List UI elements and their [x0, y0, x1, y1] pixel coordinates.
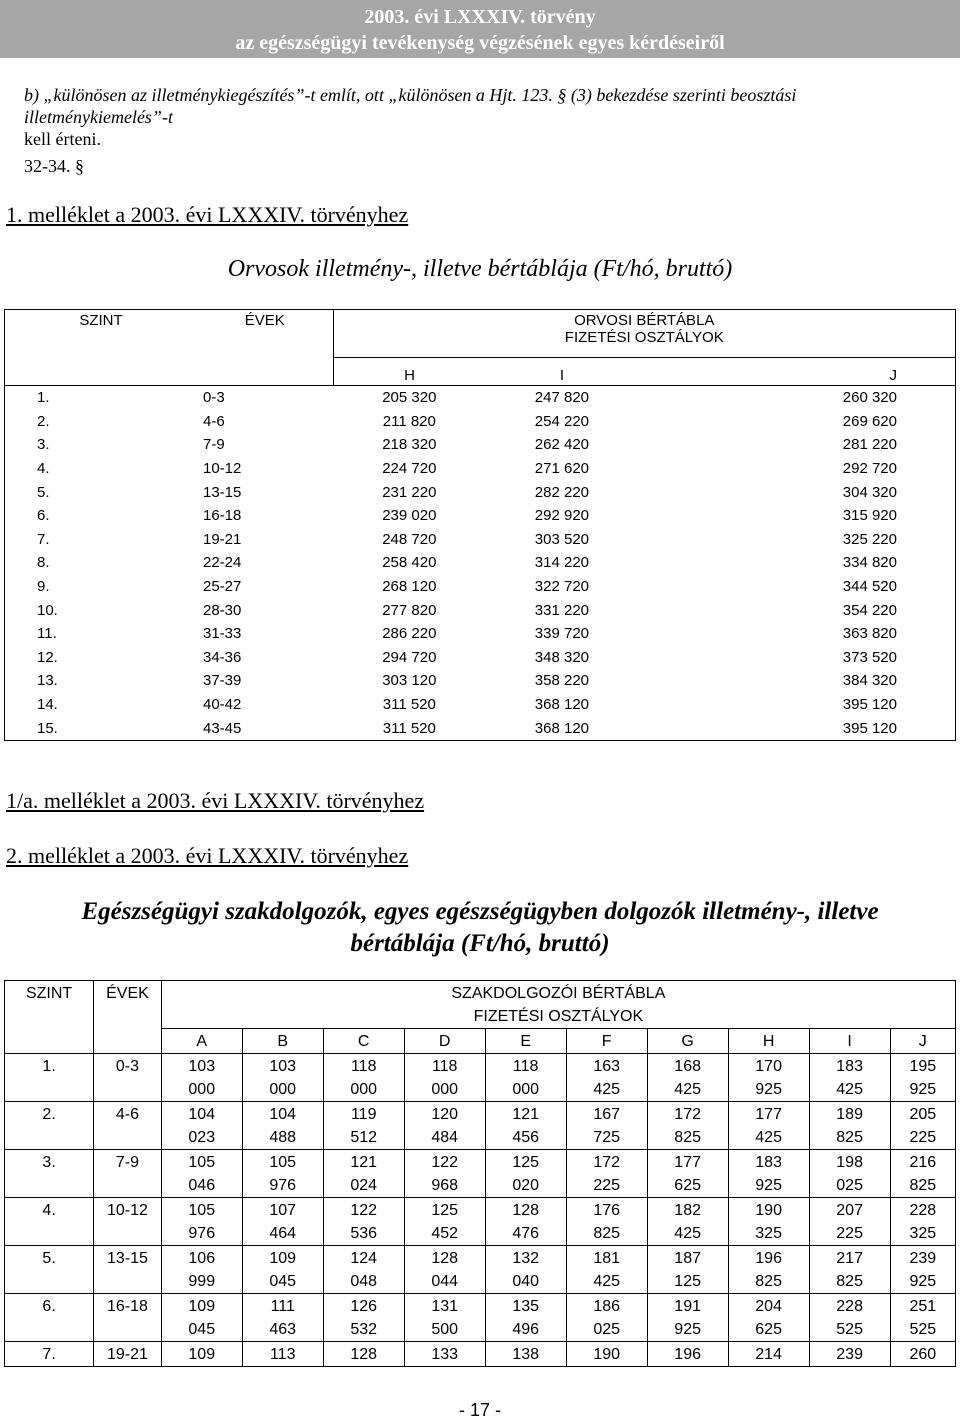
- class-header-h: H: [333, 358, 486, 386]
- cell-szint: 6.: [37, 507, 50, 525]
- annex-2-heading[interactable]: 2. melléklet a 2003. évi LXXXIV. törvényhez: [6, 843, 409, 868]
- cell-salary: 107 464: [242, 1198, 323, 1246]
- table-row: [5, 1342, 956, 1367]
- cell-salary: 216 825: [890, 1150, 955, 1198]
- cell-szint: 2.: [5, 1102, 94, 1150]
- cell-salary: 183 425: [809, 1054, 890, 1102]
- table-row: [5, 646, 956, 670]
- cell-salary: 198 025: [809, 1150, 890, 1198]
- cell-salary: 109 045: [161, 1294, 242, 1342]
- cell-szint: 5.: [5, 1246, 94, 1294]
- cell-salary: 109: [161, 1342, 242, 1367]
- cell-i: 247 820: [534, 389, 590, 407]
- cell-j: 354 220: [842, 601, 897, 619]
- table-row: [5, 457, 956, 481]
- table-row: [5, 622, 956, 646]
- cell-salary: 124 048: [323, 1246, 404, 1294]
- table-row: [5, 386, 956, 410]
- cell-szint: 1.: [37, 389, 50, 407]
- cell-salary: 186 025: [566, 1294, 647, 1342]
- cell-salary: 228 525: [809, 1294, 890, 1342]
- cell-evek: 25-27: [203, 578, 242, 596]
- cell-szint: 4.: [5, 1198, 94, 1246]
- cell-i: 271 620: [534, 460, 590, 478]
- cell-i: 254 220: [534, 412, 590, 430]
- cell-salary: 183 925: [728, 1150, 809, 1198]
- cell-szint: 3.: [5, 1150, 94, 1198]
- cell-salary: 125 452: [404, 1198, 485, 1246]
- cell-salary: 122 968: [404, 1150, 485, 1198]
- cell-h: 311 520: [382, 719, 436, 737]
- cell-salary: 168 425: [647, 1054, 728, 1102]
- cell-evek: 4-6: [203, 412, 225, 430]
- class-header-e: E: [485, 1029, 566, 1054]
- cell-salary: 217 825: [809, 1246, 890, 1294]
- cell-salary: 126 532: [323, 1294, 404, 1342]
- cell-salary: 177 625: [647, 1150, 728, 1198]
- table-row: [5, 716, 956, 740]
- cell-szint: 15.: [37, 719, 58, 737]
- cell-salary: 125 020: [485, 1150, 566, 1198]
- cell-salary: 239: [809, 1342, 890, 1367]
- paragraph-line-2: kell érteni.: [24, 129, 101, 149]
- cell-j: 269 620: [842, 412, 897, 430]
- cell-salary: 105 046: [161, 1150, 242, 1198]
- cell-h: 211 820: [382, 412, 436, 430]
- cell-salary: 118 000: [404, 1054, 485, 1102]
- column-group-header: [333, 310, 956, 358]
- cell-salary: 177 425: [728, 1102, 809, 1150]
- cell-j: 344 520: [842, 578, 897, 596]
- cell-salary: 239 925: [890, 1246, 955, 1294]
- cell-salary: 121 456: [485, 1102, 566, 1150]
- cell-j: 334 820: [842, 554, 897, 572]
- cell-i: 368 120: [534, 696, 590, 714]
- cell-salary: 128: [323, 1342, 404, 1367]
- cell-szint: 4.: [37, 460, 50, 478]
- cell-salary: 228 325: [890, 1198, 955, 1246]
- column-header-szint: SZINT: [5, 310, 198, 386]
- table-row: [5, 433, 956, 457]
- cell-j: 304 320: [842, 483, 897, 501]
- cell-h: 258 420: [382, 554, 437, 572]
- table-row: [5, 1246, 956, 1294]
- annex-1a-heading[interactable]: 1/a. melléklet a 2003. évi LXXXIV. törvényhez: [6, 788, 425, 813]
- cell-h: 286 220: [382, 625, 437, 643]
- cell-j: 292 720: [842, 460, 897, 478]
- cell-salary: 128 476: [485, 1198, 566, 1246]
- class-header-j: J: [890, 1029, 955, 1054]
- class-header-g: G: [647, 1029, 728, 1054]
- cell-evek: 13-15: [203, 483, 242, 501]
- cell-evek: 28-30: [203, 601, 242, 619]
- paragraph-b: [24, 84, 944, 128]
- cell-salary: 120 484: [404, 1102, 485, 1150]
- annex-1-title: Orvosok illetmény-, illetve bértáblája (Ft/hó, bruttó): [227, 256, 733, 282]
- cell-salary: 260: [890, 1342, 955, 1367]
- class-header-c: C: [323, 1029, 404, 1054]
- cell-salary: 251 525: [890, 1294, 955, 1342]
- column-header-evek: ÉVEK: [197, 310, 333, 386]
- cell-salary: 121 024: [323, 1150, 404, 1198]
- cell-salary: 133: [404, 1342, 485, 1367]
- document-header: [0, 0, 960, 58]
- cell-szint: 14.: [37, 696, 58, 714]
- cell-evek: 19-21: [203, 530, 242, 548]
- cell-szint: 2.: [37, 412, 50, 430]
- table-row: [5, 480, 956, 504]
- cell-salary: 207 225: [809, 1198, 890, 1246]
- column-group-header-2: [161, 981, 955, 1029]
- cell-evek: 34-36: [203, 648, 242, 666]
- cell-salary: 118 000: [485, 1054, 566, 1102]
- cell-salary: 113: [242, 1342, 323, 1367]
- cell-salary: 128 044: [404, 1246, 485, 1294]
- cell-j: 315 920: [842, 507, 897, 525]
- cell-salary: 105 976: [242, 1150, 323, 1198]
- cell-i: 339 720: [534, 625, 590, 643]
- cell-evek: 0-3: [203, 389, 225, 407]
- cell-salary: 190: [566, 1342, 647, 1367]
- cell-szint: 9.: [37, 578, 50, 596]
- cell-j: 373 520: [842, 648, 897, 666]
- cell-evek: 4-6: [94, 1102, 162, 1150]
- group-header-2-line-2: FIZETÉSI OSZTÁLYOK: [473, 1008, 644, 1025]
- cell-szint: 10.: [37, 601, 58, 619]
- cell-salary: 103 000: [161, 1054, 242, 1102]
- cell-j: 325 220: [842, 530, 897, 548]
- cell-i: 368 120: [534, 719, 590, 737]
- cell-salary: 111 463: [242, 1294, 323, 1342]
- cell-h: 303 120: [382, 672, 437, 690]
- cell-evek: 13-15: [94, 1246, 162, 1294]
- cell-i: 314 220: [534, 554, 590, 572]
- annex-2-title: [0, 896, 960, 960]
- section-reference: 32-34. §: [24, 156, 84, 176]
- cell-salary: 104 488: [242, 1102, 323, 1150]
- cell-salary: 119 512: [323, 1102, 404, 1150]
- cell-salary: 214: [728, 1342, 809, 1367]
- cell-i: 292 920: [534, 507, 590, 525]
- cell-evek: 22-24: [203, 554, 242, 572]
- cell-salary: 106 999: [161, 1246, 242, 1294]
- class-header-d: D: [404, 1029, 485, 1054]
- cell-h: 218 320: [382, 436, 437, 454]
- table-row: [5, 1102, 956, 1150]
- cell-evek: 7-9: [203, 436, 225, 454]
- cell-salary: 196: [647, 1342, 728, 1367]
- cell-szint: 5.: [37, 483, 50, 501]
- cell-i: 358 220: [534, 672, 590, 690]
- table-row: [5, 1054, 956, 1102]
- class-header-a: A: [161, 1029, 242, 1054]
- physician-salary-table: [4, 309, 956, 741]
- class-header-h: H: [728, 1029, 809, 1054]
- cell-salary: 118 000: [323, 1054, 404, 1102]
- table-row: [5, 669, 956, 693]
- cell-salary: 205 225: [890, 1102, 955, 1150]
- cell-i: 322 720: [534, 578, 590, 596]
- cell-j: 363 820: [842, 625, 897, 643]
- cell-salary: 163 425: [566, 1054, 647, 1102]
- table-row: [5, 1150, 956, 1198]
- header-line-1: 2003. évi LXXXIV. törvény: [364, 6, 596, 28]
- table-row: [5, 598, 956, 622]
- table-row: [5, 1294, 956, 1342]
- cell-szint: 7.: [37, 530, 50, 548]
- cell-h: 205 320: [382, 389, 437, 407]
- class-header-j: J: [638, 358, 955, 386]
- cell-j: 395 120: [842, 719, 897, 737]
- cell-i: 348 320: [534, 648, 590, 666]
- cell-evek: 37-39: [203, 672, 242, 690]
- annex-1-heading[interactable]: 1. melléklet a 2003. évi LXXXIV. törvényhez: [6, 202, 409, 227]
- cell-salary: 182 425: [647, 1198, 728, 1246]
- annex-2-title-line-1: Egészségügyi szakdolgozók, egyes egészségügyben dolgozók illetmény-, illetve: [81, 898, 879, 925]
- cell-h: 294 720: [382, 648, 437, 666]
- cell-evek: 43-45: [203, 719, 242, 737]
- cell-szint: 12.: [37, 648, 58, 666]
- cell-evek: 7-9: [94, 1150, 162, 1198]
- cell-salary: 190 325: [728, 1198, 809, 1246]
- cell-evek: 10-12: [94, 1198, 162, 1246]
- cell-salary: 176 825: [566, 1198, 647, 1246]
- group-header-2-line-1: SZAKDOLGOZÓI BÉRTÁBLA: [451, 985, 666, 1002]
- cell-evek: 0-3: [94, 1054, 162, 1102]
- cell-h: 277 820: [382, 601, 437, 619]
- table-row: [5, 504, 956, 528]
- cell-h: 311 520: [382, 696, 436, 714]
- cell-salary: 131 500: [404, 1294, 485, 1342]
- cell-salary: 122 536: [323, 1198, 404, 1246]
- cell-evek: 16-18: [94, 1294, 162, 1342]
- cell-j: 281 220: [842, 436, 897, 454]
- cell-salary: 181 425: [566, 1246, 647, 1294]
- cell-i: 262 420: [534, 436, 590, 454]
- header-line-2: az egészségügyi tevékenység végzésének egyes kérdéseiről: [235, 32, 725, 54]
- cell-salary: 167 725: [566, 1102, 647, 1150]
- cell-h: 248 720: [382, 530, 437, 548]
- cell-salary: 109 045: [242, 1246, 323, 1294]
- cell-salary: 204 625: [728, 1294, 809, 1342]
- group-header-line-2: FIZETÉSI OSZTÁLYOK: [564, 329, 724, 346]
- cell-szint: 6.: [5, 1294, 94, 1342]
- cell-salary: 138: [485, 1342, 566, 1367]
- cell-salary: 196 825: [728, 1246, 809, 1294]
- cell-salary: 187 125: [647, 1246, 728, 1294]
- column-header-evek-2: ÉVEK: [94, 981, 162, 1054]
- cell-evek: 40-42: [203, 696, 242, 714]
- cell-h: 224 720: [382, 460, 437, 478]
- class-header-b: B: [242, 1029, 323, 1054]
- page-number: - 17 -: [458, 1400, 501, 1420]
- cell-szint: 11.: [37, 625, 57, 643]
- cell-evek: 16-18: [203, 507, 242, 525]
- column-header-szint-2: SZINT: [5, 981, 94, 1054]
- cell-salary: 191 925: [647, 1294, 728, 1342]
- cell-i: 331 220: [534, 601, 590, 619]
- cell-salary: 132 040: [485, 1246, 566, 1294]
- cell-salary: 104 023: [161, 1102, 242, 1150]
- cell-j: 395 120: [842, 696, 897, 714]
- cell-h: 268 120: [382, 578, 437, 596]
- cell-j: 384 320: [842, 672, 897, 690]
- annex-2-title-line-2: bértáblája (Ft/hó, bruttó): [350, 930, 610, 957]
- class-header-i: I: [559, 367, 564, 384]
- cell-i: 303 520: [534, 530, 590, 548]
- paragraph-line-1: b) „különösen az illetménykiegészítés”-t említ, ott „különösen a Hjt. 123. § (3) bekezdése szerinti beosztási illetménykiemelés”-t: [24, 85, 797, 127]
- cell-szint: 1.: [5, 1054, 94, 1102]
- cell-salary: 105 976: [161, 1198, 242, 1246]
- cell-szint: 8.: [37, 554, 50, 572]
- cell-salary: 172 225: [566, 1150, 647, 1198]
- table-row: [5, 693, 956, 717]
- cell-evek: 19-21: [94, 1342, 162, 1367]
- group-header-line-1: ORVOSI BÉRTÁBLA: [574, 312, 715, 329]
- cell-szint: 13.: [37, 672, 58, 690]
- table-row: [5, 575, 956, 599]
- cell-salary: 135 496: [485, 1294, 566, 1342]
- cell-salary: 103 000: [242, 1054, 323, 1102]
- cell-salary: 189 825: [809, 1102, 890, 1150]
- table-row: [5, 1198, 956, 1246]
- cell-h: 239 020: [382, 507, 437, 525]
- table-row: [5, 410, 956, 434]
- cell-evek: 31-33: [203, 625, 242, 643]
- cell-i: 282 220: [534, 483, 590, 501]
- cell-evek: 10-12: [203, 460, 242, 478]
- cell-szint: 3.: [37, 436, 50, 454]
- cell-j: 260 320: [842, 389, 897, 407]
- cell-salary: 172 825: [647, 1102, 728, 1150]
- class-header-i: I: [809, 1029, 890, 1054]
- cell-salary: 195 925: [890, 1054, 955, 1102]
- healthcare-worker-salary-table: [4, 980, 956, 1367]
- cell-szint: 7.: [5, 1342, 94, 1367]
- cell-h: 231 220: [382, 483, 437, 501]
- table-row: [5, 528, 956, 552]
- class-header-f: F: [566, 1029, 647, 1054]
- cell-salary: 170 925: [728, 1054, 809, 1102]
- table-row: [5, 551, 956, 575]
